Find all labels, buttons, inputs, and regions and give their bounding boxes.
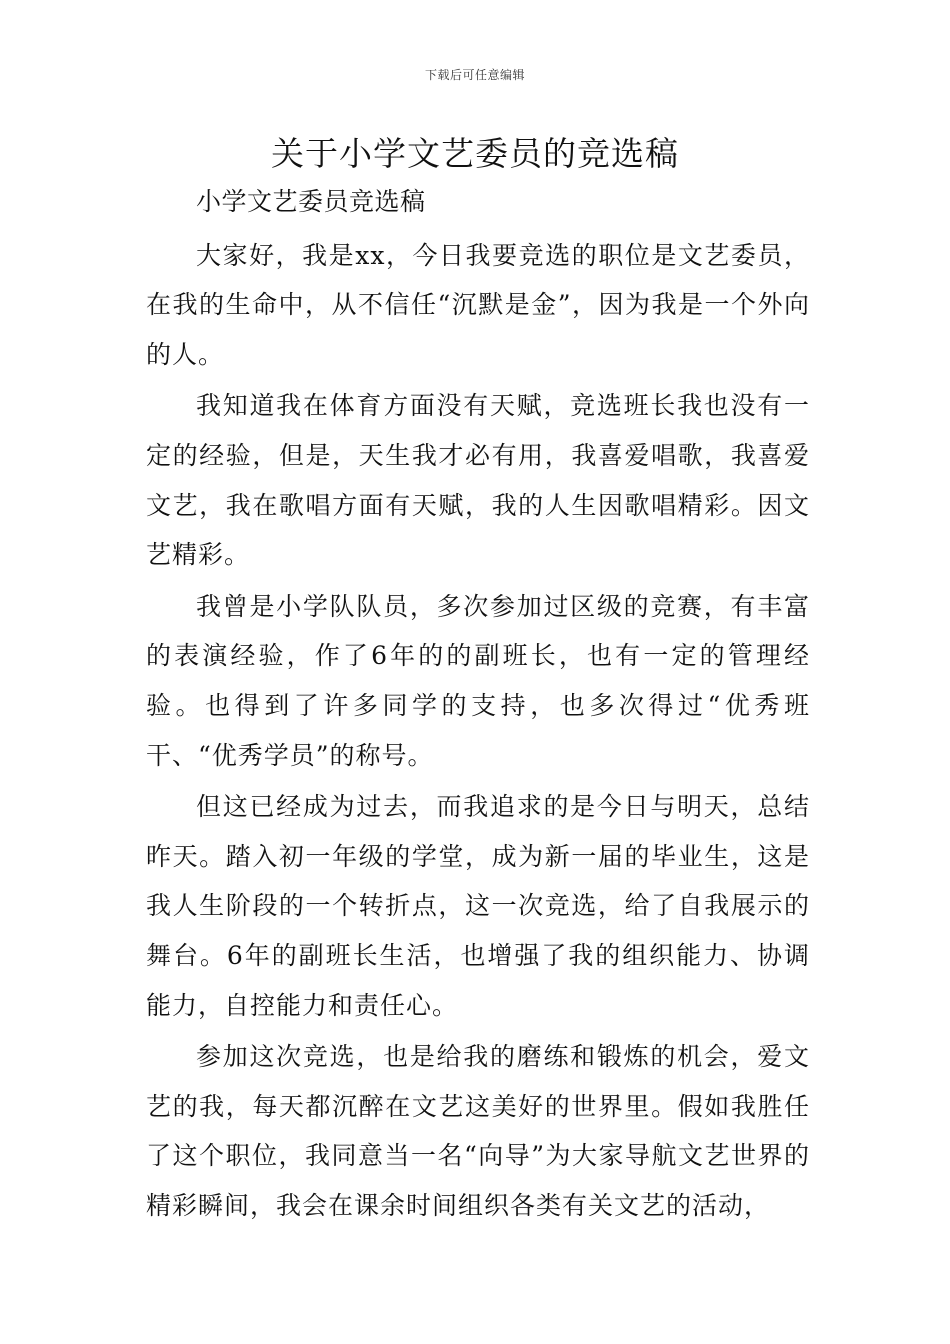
paragraph-5: 参加这次竞选，也是给我的磨练和锻炼的机会，爱文艺的我，每天都沉醉在文艺这美好的世界里。假如我胜任了这个职位，我同意当一名“向导”为大家导航文艺世界的精彩瞬间，我会在课余时间组织各类有关文艺的活动， [146, 1042, 810, 1220]
header-note: 下载后可任意编辑 [424, 68, 525, 82]
paragraph-3: 我曾是小学队队员，多次参加过区级的竞赛，有丰富的表演经验，作了6年的的副班长，也有一定的管理经验。也得到了许多同学的支持，也多次得过“优秀班干、“优秀学员”的称号。 [146, 591, 810, 770]
subtitle: 小学文艺委员竞选稿 [196, 187, 426, 216]
document-title: 关于小学文艺委员的竞选稿 [271, 134, 679, 173]
paragraph-1: 大家好，我是xx，今日我要竞选的职位是文艺委员，在我的生命中，从不信任“沉默是金”，因为我是一个外向的人。 [146, 240, 810, 369]
document-body [146, 177, 810, 1230]
paragraph-2: 我知道我在体育方面没有天赋，竞选班长我也没有一定的经验，但是，天生我才必有用，我喜爱唱歌，我喜爱文艺，我在歌唱方面有天赋，我的人生因歌唱精彩。因文艺精彩。 [146, 391, 810, 570]
paragraph-4: 但这已经成为过去，而我追求的是今日与明天，总结昨天。踏入初一年级的学堂，成为新一届的毕业生，这是我人生阶段的一个转折点，这一次竞选，给了自我展示的舞台。6年的副班长生活，也增强了我的组织能力、协调能力，自控能力和责任心。 [146, 792, 810, 1020]
